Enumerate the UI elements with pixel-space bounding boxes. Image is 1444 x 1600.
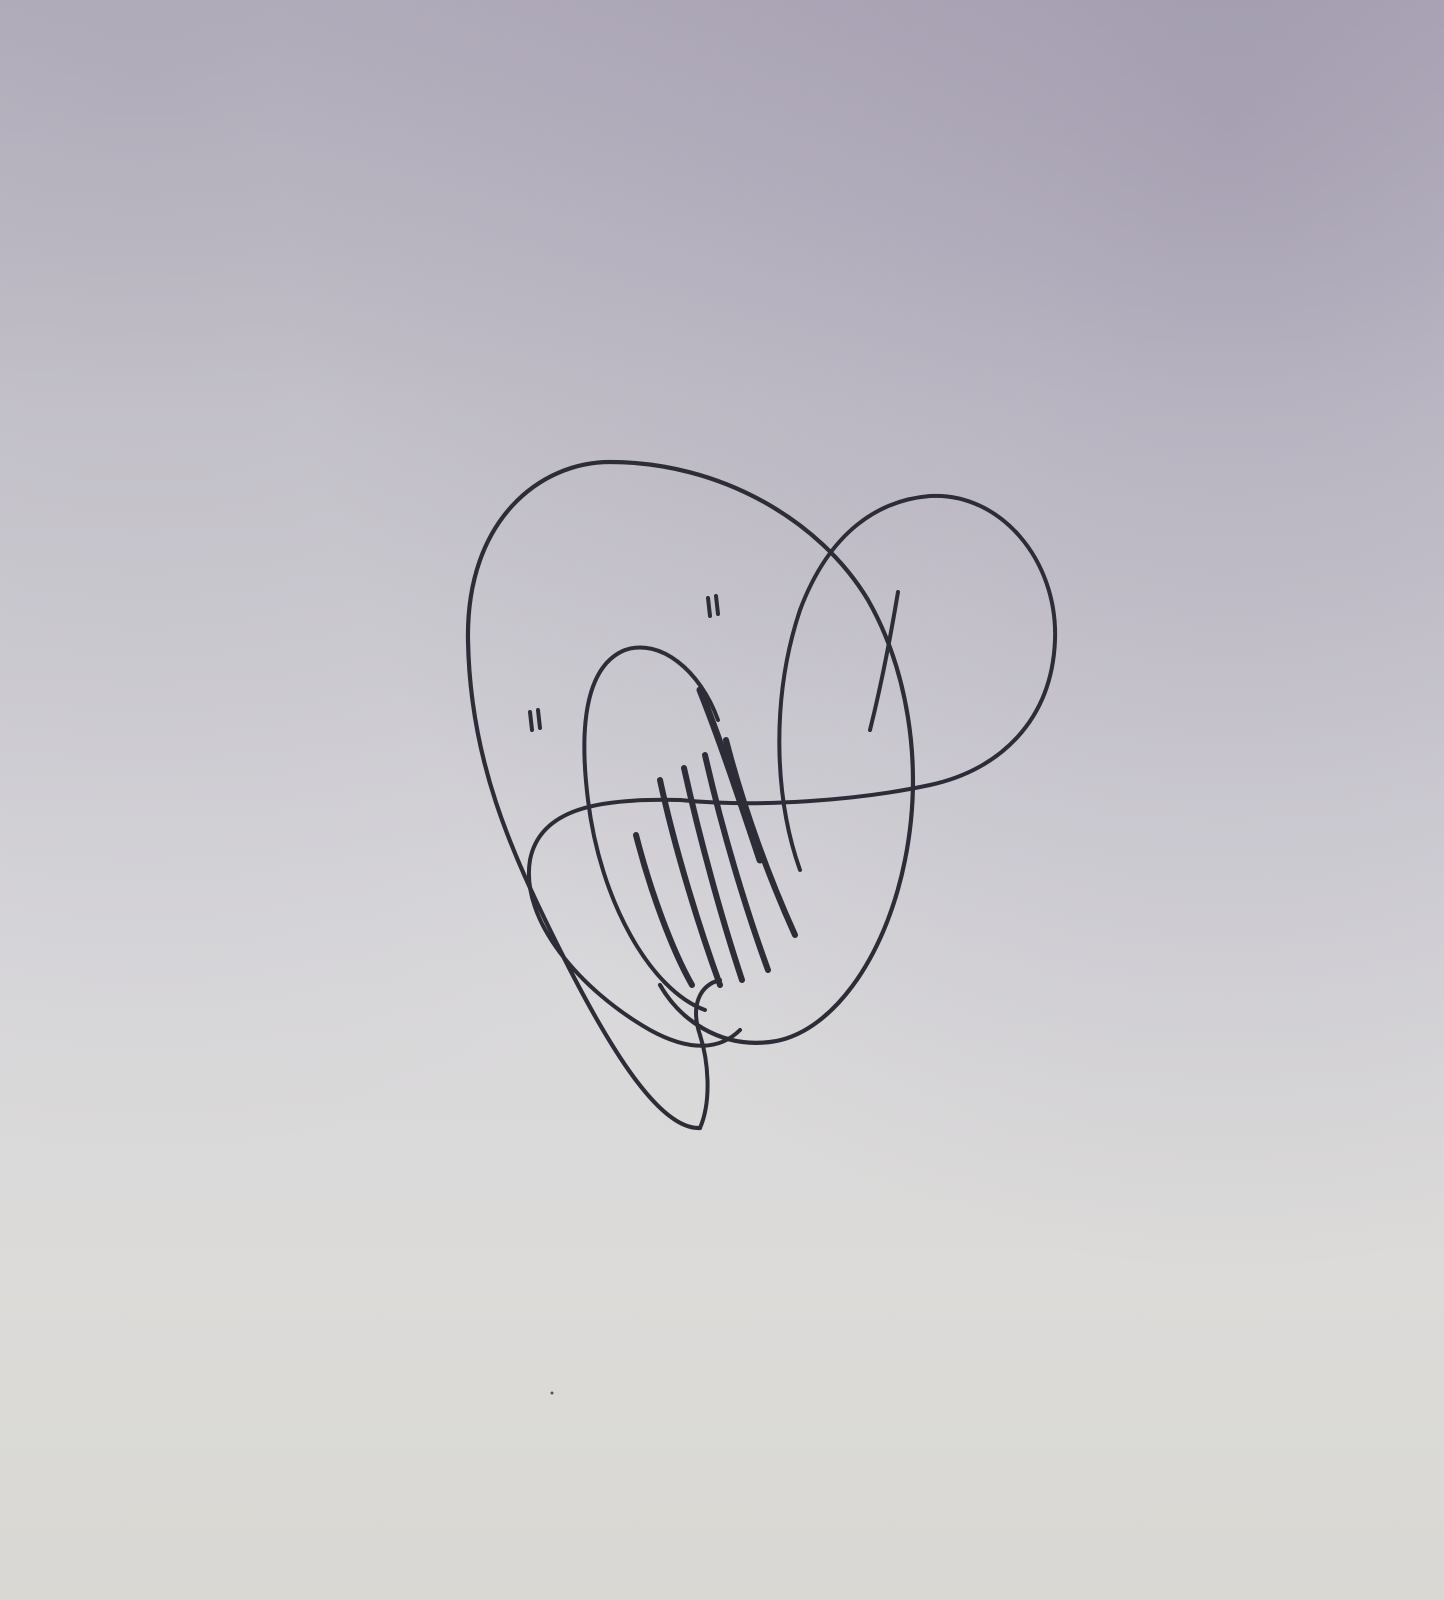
signature-tick-mark <box>538 710 540 728</box>
signature-comb-stroke <box>726 740 795 935</box>
signature-comb-stroke <box>636 835 692 985</box>
signature-tick-mark <box>530 712 532 730</box>
paper-speck <box>551 1392 554 1395</box>
signature-tick-mark <box>708 598 710 616</box>
signature-descender <box>696 980 720 1128</box>
signature-tick-mark <box>716 596 718 614</box>
signature-right-loop <box>680 496 1055 870</box>
